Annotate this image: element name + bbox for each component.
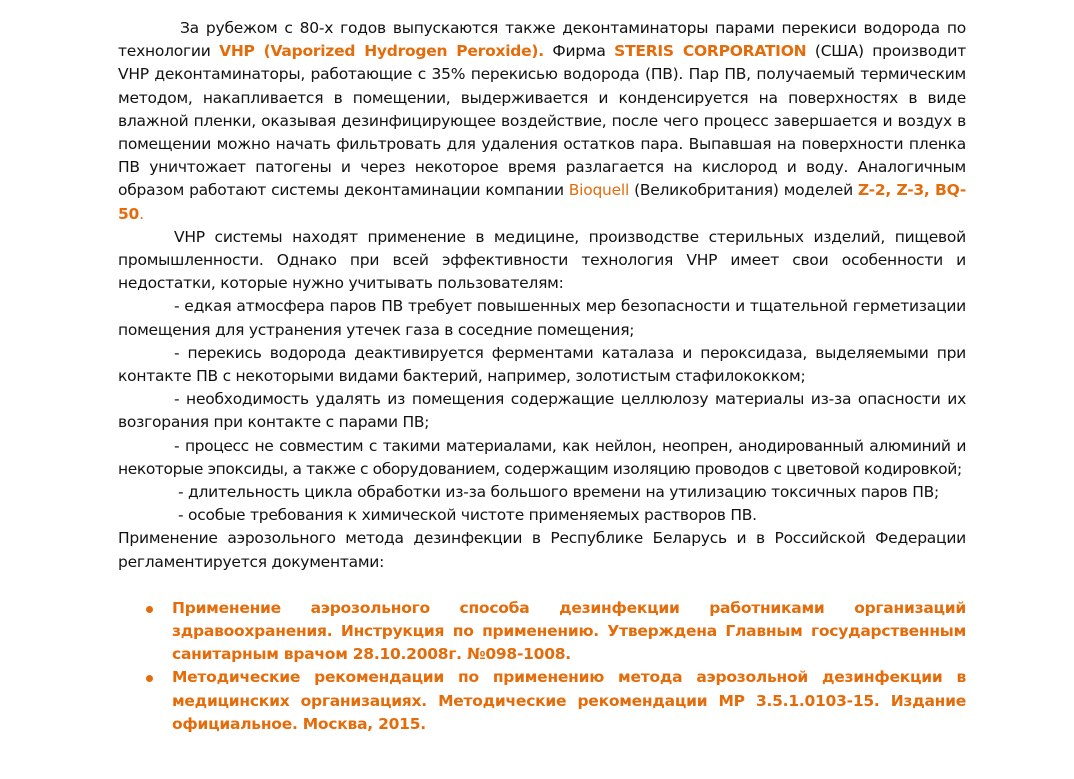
paragraph-vhp-applications: VHP системы находят применение в медицине, производстве стерильных изделий, пищевой промышленности. Однако при всей эффективности технология VHP имеет свои особенности и недостатки, которые нужно учитывать пользователям: <box>118 227 966 293</box>
highlight-vhp-term: VHP (Vaporized Hydrogen Peroxide). <box>219 42 544 61</box>
paragraph-regulation-intro: Применение аэрозольного метода дезинфекции в Республике Беларусь и в Российской Федерации регламентируется документами: <box>118 529 966 571</box>
drawback-item: - процесс не совместим с такими материалами, как нейлон, неопрен, анодированный алюминий и некоторые эпоксиды, а также с оборудованием, содержащим изоляцию проводов с цветовой кодировкой; <box>118 436 966 478</box>
document-page <box>118 17 966 736</box>
bullet-icon <box>146 606 153 613</box>
reference-item <box>118 666 966 736</box>
reference-text: Методические рекомендации по применению метода аэрозольной дезинфекции в медицинских организациях. Методические рекомендации МР 3.5.1.0103-15. Издание официальное. Москва, 2015. <box>172 668 966 733</box>
drawback-item: - особые требования к химической чистоте применяемых растворов ПВ. <box>178 506 757 525</box>
reference-list <box>118 597 966 736</box>
paragraph-vhp-intro <box>118 17 966 226</box>
bullet-icon <box>146 675 153 682</box>
highlight-model-names: Z-2, Z-3, BQ-50 <box>118 181 966 223</box>
drawback-item: - необходимость удалять из помещения содержащие целлюлозу материалы из-за опасности их возгорания при контакте с парами ПВ; <box>118 390 966 432</box>
text-run: Фирма <box>543 42 615 61</box>
text-run: . <box>139 204 144 223</box>
highlight-brand-name: Bioquell <box>568 181 630 200</box>
text-run: За рубежом с 80-х годов выпускаются также деконтаминаторы парами перекиси водорода по технологии <box>118 19 966 61</box>
text-run: (Великобритания) моделей <box>629 181 858 200</box>
highlight-company-name: STERIS CORPORATION <box>614 42 807 61</box>
reference-item <box>118 597 966 667</box>
drawback-item: - длительность цикла обработки из-за большого времени на утилизацию токсичных паров ПВ; <box>178 483 939 502</box>
drawback-item: - перекись водорода деактивируется ферментами каталаза и пероксидаза, выделяемыми при контакте ПВ с некоторыми видами бактерий, например, золотистым стафилококком; <box>118 343 966 386</box>
text-run: (США) производит VHP деконтаминаторы, работающие с 35% перекисью водорода (ПВ). Пар ПВ, получаемый термическим методом, накапливается в помещении, выдерживается и конденсируется на поверхностях в виде влажной пленки, оказывая дезинфицирующее воздействие, после чего процесс завершается и воздух в помещении можно начать фильтровать для удаления остатков пара. Выпавшая на поверхности пленка ПВ уничтожает патогены и через некоторое время разлагается на кислород и воду. Аналогичным образом работают системы деконтаминации компании <box>118 42 966 200</box>
reference-text: Применение аэрозольного способа дезинфекции работниками организаций здравоохранения. Инструкция по применению. Утверждена Главным государственным санитарным врачом 28.10.2008г. №098-1008. <box>172 598 966 664</box>
drawback-item: - едкая атмосфера паров ПВ требует повышенных мер безопасности и тщательной герметизации помещения для устранения утечек газа в соседние помещения; <box>118 297 966 339</box>
